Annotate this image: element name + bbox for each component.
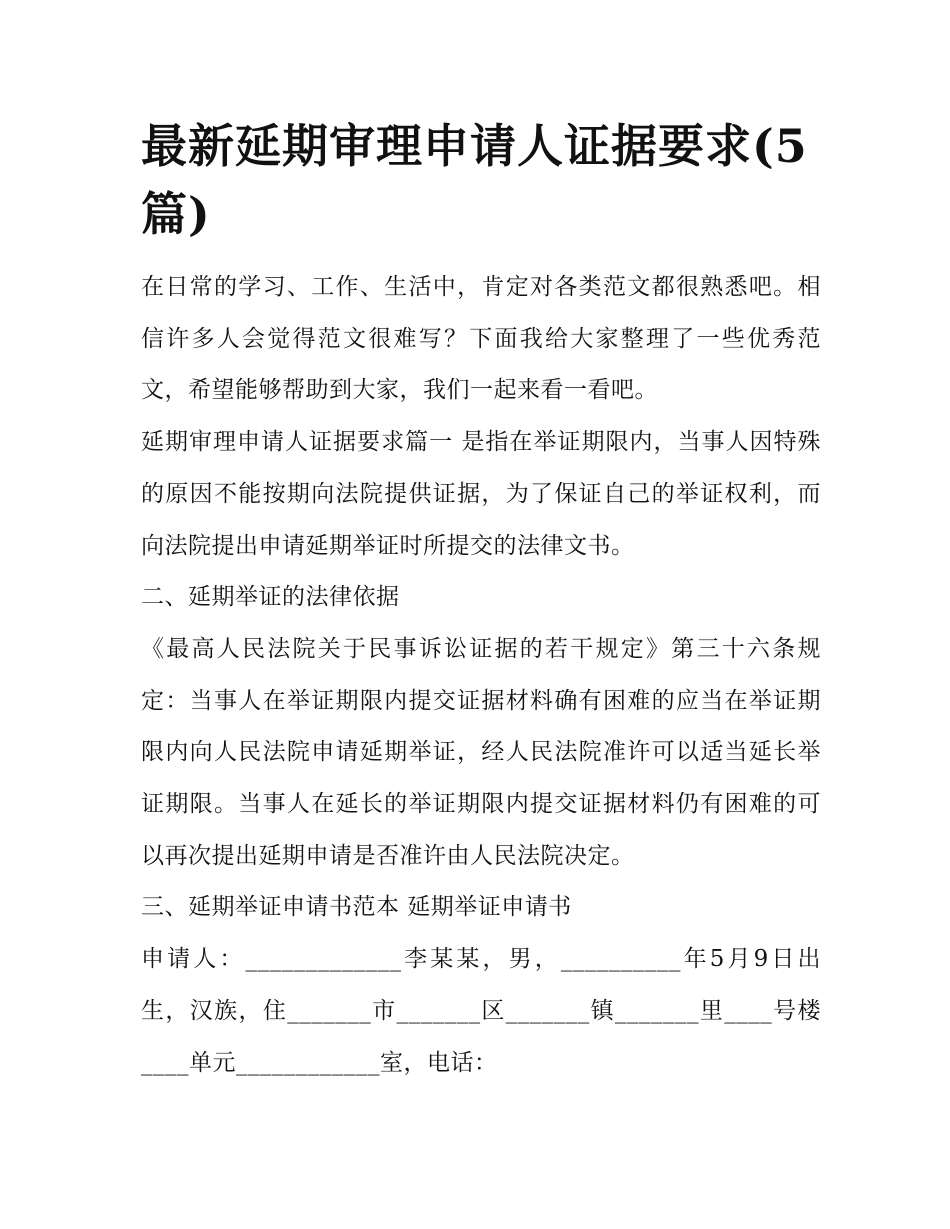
applicant-info-paragraph: 申请人：_____________李某某，男，__________年5月9日出生，汉族，住_______市_______区_______镇_______里____号楼____单元____________室，电话： [141, 946, 821, 1076]
section-heading-template: 三、延期举证申请书范本 延期举证申请书 [141, 894, 572, 921]
document-body [141, 262, 821, 1089]
definition-paragraph: 延期审理申请人证据要求篇一 是指在举证期限内，当事人因特殊的原因不能按期向法院提供证据，为了保证自己的举证权利，而向法院提出申请延期举证时所提交的法律文书。 [141, 429, 821, 559]
intro-paragraph: 在日常的学习、工作、生活中，肯定对各类范文都很熟悉吧。相信许多人会觉得范文很难写？下面我给大家整理了一些优秀范文，希望能够帮助到大家，我们一起来看一看吧。 [141, 274, 821, 404]
document-title: 最新延期审理申请人证据要求(5篇) [141, 119, 808, 241]
section-heading-legal-basis: 二、延期举证的法律依据 [141, 584, 400, 611]
document-page [141, 112, 821, 1089]
legal-basis-paragraph: 《最高人民法院关于民事诉讼证据的若干规定》第三十六条规定：当事人在举证期限内提交证据材料确有困难的应当在举证期限内向人民法院申请延期举证，经人民法院准许可以适当延长举证期限。当事人在延长的举证期限内提交证据材料仍有困难的可以再次提出延期申请是否准许由人民法院决定。 [141, 635, 821, 869]
